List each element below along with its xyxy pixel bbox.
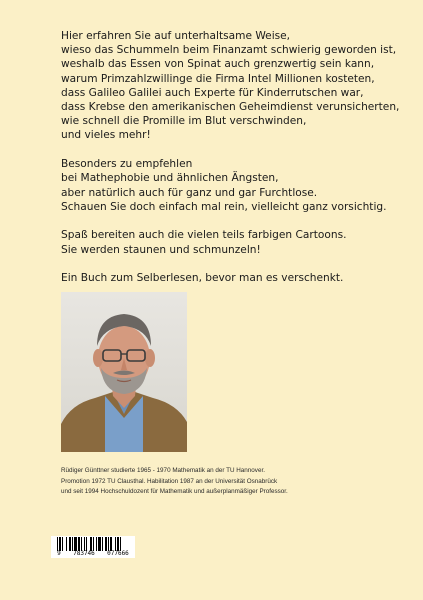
blurb-line: Besonders zu empfehlen (61, 158, 193, 171)
blurb-line: aber natürlich auch für ganz und gar Furchtlose. (61, 186, 318, 199)
barcode-bar (69, 537, 71, 551)
author-bio (61, 466, 401, 498)
barcode-bar (108, 537, 109, 551)
blurb-line: weshalb das Essen von Spinat auch grenzwertig sein kann, (61, 58, 375, 71)
blurb-line: Hier erfahren Sie auf unterhaltsame Weise, (61, 30, 291, 42)
barcode-bar (62, 537, 63, 551)
barcode-bar (102, 537, 103, 551)
author-photo (61, 292, 187, 452)
blurb-line: Sie werden staunen und schmunzeln! (61, 243, 261, 256)
barcode-bar (84, 537, 85, 551)
barcode-digit-group: 783746 (73, 550, 95, 557)
blurb-line: und vieles mehr! (61, 129, 151, 142)
barcode-bar (59, 537, 61, 551)
blurb-paragraph-1 (61, 29, 411, 143)
blurb-paragraph-2 (61, 157, 411, 214)
barcode-bar (90, 537, 92, 551)
bio-line: Rüdiger Günttner studierte 1965 - 1970 Mathematik an der TU Hannover. (61, 467, 265, 474)
bio-line: Promotion 1972 TU Clausthal. Habilitation 1987 an der Universität Osnabrück (61, 477, 278, 485)
blurb-line: Ein Buch zum Selberlesen, bevor man es verschenkt. (61, 272, 344, 285)
barcode-bar (74, 537, 77, 551)
barcode-bar (117, 537, 119, 551)
blurb-line: Spaß bereiten auch die vielen teils farbigen Cartoons. (61, 229, 347, 242)
blurb-line: warum Primzahlzwillinge die Firma Intel Millionen kosteten, (61, 72, 375, 85)
barcode-bar (120, 537, 121, 551)
blurb-line: Schauen Sie doch einfach mal rein, vielleicht ganz vorsichtig. (61, 200, 387, 213)
barcode-bar (66, 537, 67, 551)
barcode-bar (115, 537, 116, 551)
barcode-digits (51, 551, 135, 557)
barcode-bar (86, 537, 87, 551)
barcode-bar (78, 537, 80, 551)
barcode-digit-group: 9 (57, 550, 61, 557)
back-cover-blurb (61, 29, 411, 300)
barcode-bar (96, 537, 97, 551)
blurb-line: dass Krebse den amerikanischen Geheimdienst verunsicherten, (61, 101, 400, 114)
blurb-paragraph-3 (61, 228, 411, 256)
barcode-bar (98, 537, 101, 551)
barcode-bar (105, 537, 107, 551)
barcode-bar (93, 537, 94, 551)
barcode-bar (57, 537, 58, 551)
blurb-line: bei Mathephobie und ähnlichen Ängsten, (61, 172, 279, 185)
bio-line: und seit 1994 Hochschuldozent für Mathematik und außerplanmäßiger Professor. (61, 488, 288, 496)
barcode-bar (81, 537, 82, 551)
isbn-barcode (51, 536, 135, 558)
blurb-line: wie schnell die Promille im Blut verschwinden, (61, 115, 307, 128)
author-portrait-illustration (61, 292, 187, 452)
blurb-line: wieso das Schummeln beim Finanzamt schwierig geworden ist, (61, 44, 397, 57)
blurb-line: dass Galileo Galilei auch Experte für Kinderrutschen war, (61, 86, 364, 99)
barcode-bar (72, 537, 73, 551)
blurb-paragraph-4 (61, 271, 411, 285)
barcode-bar (110, 537, 112, 551)
barcode-digit-group: 077666 (107, 550, 129, 557)
